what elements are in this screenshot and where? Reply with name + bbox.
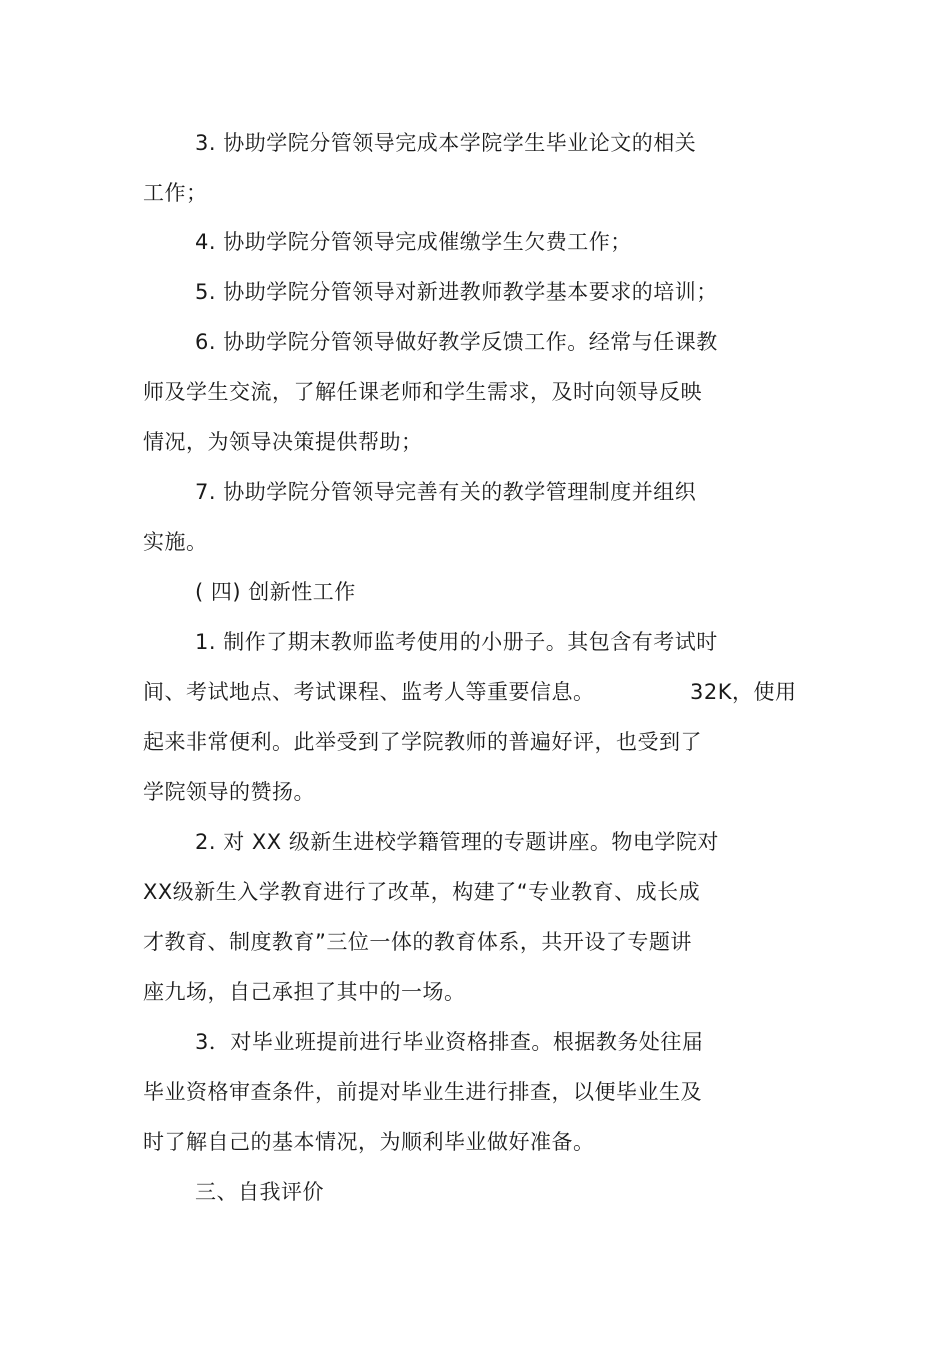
text-line: 间、考试地点、考试课程、监考人等重要信息。: [143, 680, 595, 704]
text-line: 工作；: [143, 181, 208, 205]
text-line: 7. 协助学院分管领导完善有关的教学管理制度并组织: [195, 480, 697, 504]
text-line: 才教育、制度教育”三位一体的教育体系，共开设了专题讲: [143, 930, 692, 954]
text-line: 6. 协助学院分管领导做好教学反馈工作。经常与任课教: [195, 330, 718, 354]
text-line: 1. 制作了期末教师监考使用的小册子。其包含有考试时: [195, 630, 718, 654]
text-line: 座九场，自己承担了其中的一场。: [143, 980, 466, 1004]
text-line: 3．对毕业班提前进行毕业资格排查。根据教务处往届: [195, 1030, 704, 1054]
text-line: 时了解自己的基本情况，为顺利毕业做好准备。: [143, 1130, 595, 1154]
text-line: 2. 对 XX 级新生进校学籍管理的专题讲座。物电学院对: [195, 830, 719, 854]
text-line: 3. 协助学院分管领导完成本学院学生毕业论文的相关: [195, 131, 697, 155]
text-fragment: 32K，使用: [690, 680, 797, 704]
text-line: 师及学生交流，了解任课老师和学生需求，及时向领导反映: [143, 380, 702, 404]
text-line: XX级新生入学教育进行了改革，构建了“专业教育、成长成: [143, 880, 701, 904]
text-line: 4. 协助学院分管领导完成催缴学生欠费工作；: [195, 230, 632, 254]
text-line: 5. 协助学院分管领导对新进教师教学基本要求的培训；: [195, 280, 718, 304]
text-line: 情况，为领导决策提供帮助；: [143, 430, 423, 454]
text-line: 实施。: [143, 530, 208, 554]
section-heading: ( 四) 创新性工作: [195, 580, 356, 604]
text-line: 起来非常便利。此举受到了学院教师的普遍好评，也受到了: [143, 730, 702, 754]
section-heading: 三、自我评价: [195, 1180, 324, 1204]
text-line: 学院领导的赞扬。: [143, 780, 315, 804]
text-line: 毕业资格审查条件，前提对毕业生进行排查，以便毕业生及: [143, 1080, 702, 1104]
